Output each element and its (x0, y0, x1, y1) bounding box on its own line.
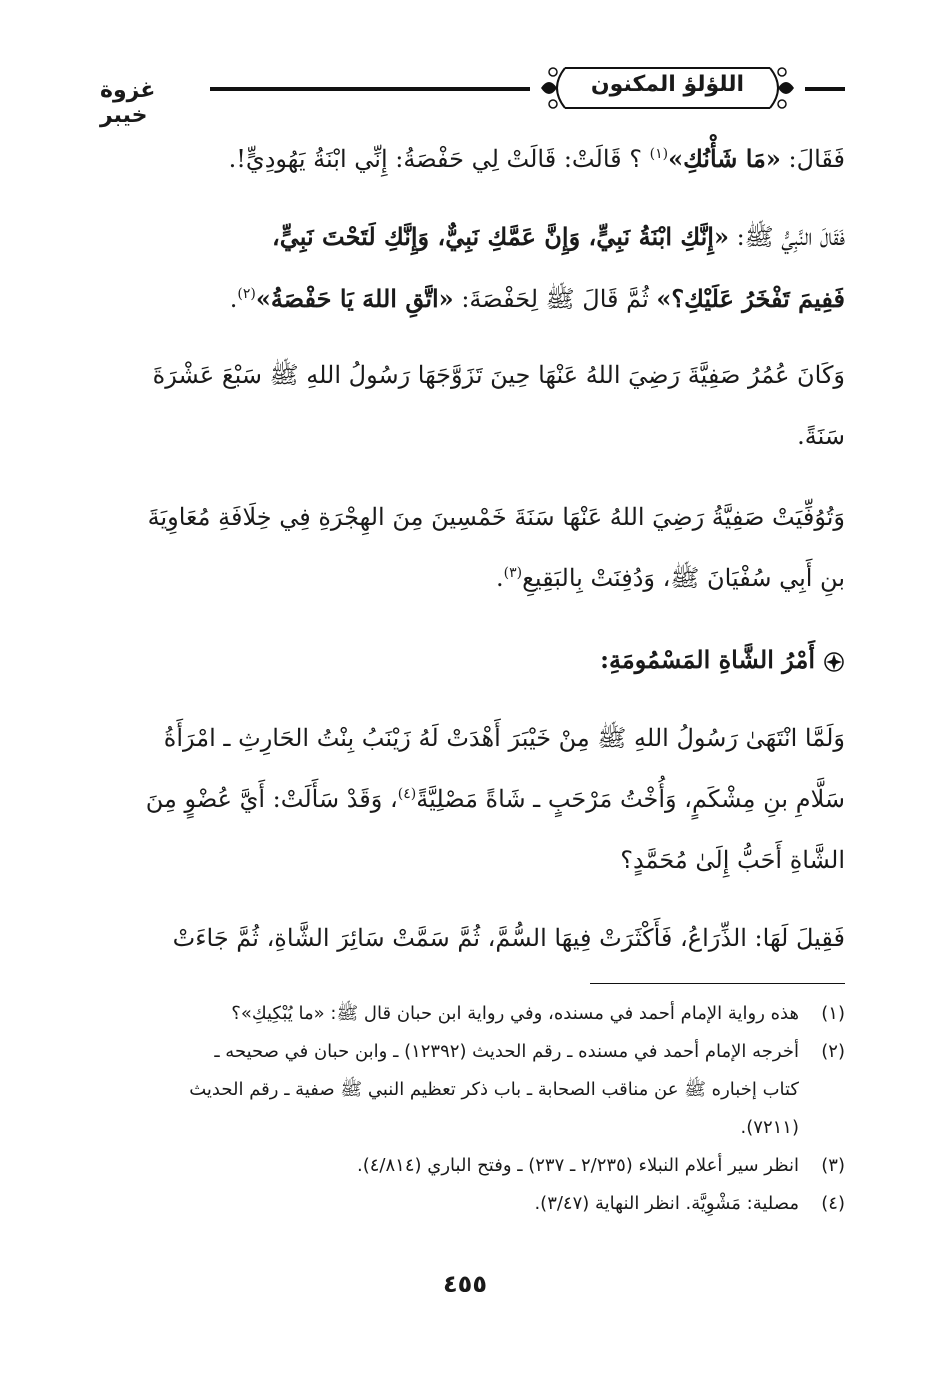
footnote-line: انظر سير أعلام النبلاء (٢/٢٣٥ ـ ٢٣٧) ـ وفتح الباري (٤/٨١٤). (357, 1155, 799, 1176)
hadith-quote: «مَا شَأْنُكِ» (668, 144, 781, 173)
page-number: ٤٥٥ (443, 1270, 487, 1298)
header-rule-right (805, 87, 845, 91)
book-title-cartouche (535, 60, 800, 116)
paragraph-5 (100, 708, 845, 891)
text-line (100, 548, 845, 609)
flower-bullet-icon (823, 651, 845, 673)
text-line (100, 830, 845, 891)
text-run: بنِ أَبِي سُفْيَانَ ﷺ، وَدُفِنَتْ بِالبَقِيعِ (522, 564, 845, 592)
text-run: سَلَّامِ بنِ مِشْكَمٍ، وَأُخْتُ مَرْحَبٍ ـ شَاةً مَصْلِيَّةً (416, 785, 845, 813)
footnote (100, 995, 845, 1033)
footnote-number: (٤) (821, 1193, 845, 1214)
book-title: اللؤلؤ المكنون (590, 72, 745, 97)
footnote (100, 1033, 845, 1147)
footnote-ref: (٢) (237, 286, 256, 302)
text-run: . (496, 564, 504, 592)
text-run: فَقَالَ: (780, 145, 845, 173)
header-rule-left (210, 87, 530, 91)
hadith-quote: فَفِيمَ تَفْخَرُ عَلَيْكِ؟» (656, 284, 845, 313)
footnote (100, 1147, 845, 1185)
footnote (100, 1185, 845, 1223)
text-run: وَكَانَ عُمُرُ صَفِيَّةَ رَضِيَ اللهُ عَنْهَا حِينَ تَزَوَّجَهَا رَسُولُ اللهِ ﷺ سَبْعَ عَشْرَةَ (152, 361, 845, 389)
footnote-ref: (١) (649, 146, 669, 162)
paragraph-4 (100, 487, 845, 609)
footnote-number: (٢) (821, 1041, 845, 1062)
text-line (100, 268, 845, 330)
text-run: الشَّاةِ أَحَبُّ إِلَىٰ مُحَمَّدٍ؟ (620, 846, 845, 874)
text-line (100, 708, 845, 769)
paragraph-6 (100, 908, 845, 969)
footnote-line: مصلية: مَشْوِيَّة. انظر النهاية (٣/٤٧). (534, 1193, 799, 1214)
footnote-separator (590, 983, 845, 984)
paragraph-2 (100, 206, 845, 330)
text-line (100, 128, 845, 190)
text-run: ؟ قَالَتْ: قَالَتْ لِي حَفْصَةُ: إِنِّي ابْنَةُ يَهُودِيٍّ!. (228, 145, 650, 173)
footnote-ref: (٤) (397, 786, 417, 802)
footnote-ref: (٣) (503, 565, 523, 581)
text-run: . (229, 285, 238, 313)
text-run: فَقَالَ النَّبِيُّ ﷺ: (728, 223, 845, 251)
section-heading (100, 645, 845, 685)
footnote-number: (٣) (821, 1155, 845, 1176)
text-line (100, 769, 845, 830)
text-run: فَقِيلَ لَهَا: الذِّرَاعُ، فَأَكْثَرَتْ فِيهَا السُّمَّ، ثُمَّ سَمَّتْ سَائِرَ الشَّاةِ، ثُمَّ جَاءَتْ (172, 924, 845, 952)
footnote-line: أخرجه الإمام أحمد في مسنده ـ رقم الحديث (١٢٣٩٢) ـ وابن حبان في صحيحه ـ (214, 1041, 799, 1062)
footnote-text (100, 1033, 799, 1147)
text-run: وَتُوُفِّيَتْ صَفِيَّةُ رَضِيَ اللهُ عَنْهَا سَنَةَ خَمْسِينَ مِنَ الهِجْرَةِ فِي خِلَافَةِ مُعَاوِيَةَ (147, 503, 845, 531)
text-run: سَنَةً. (797, 422, 845, 450)
text-line (100, 406, 845, 467)
running-header (100, 60, 845, 128)
section-heading-text: أَمْرُ الشَّاةِ المَسْمُومَةِ: (600, 645, 815, 674)
footnote-text (100, 995, 799, 1033)
text-line (100, 487, 845, 548)
text-run: وَلَمَّا انْتَهَىٰ رَسُولُ اللهِ ﷺ مِنْ خَيْبَرَ أَهْدَتْ لَهُ زَيْنَبُ بِنْتُ الحَارِثِ ـ امْرَأَةُ (163, 724, 845, 752)
hadith-quote: «اتَّقِ اللهَ يَا حَفْصَةُ» (255, 284, 454, 313)
footnote-text (100, 1147, 799, 1185)
hadith-quote: «إِنَّكِ ابْنَةُ نَبِيٍّ، وَإِنَّ عَمَّكِ نَبِيٌّ، وَإِنَّكِ لَتَحْتَ نَبِيٍّ، (271, 222, 729, 251)
text-run: ثُمَّ قَالَ ﷺ لِحَفْصَةَ: (453, 285, 657, 313)
text-line (100, 908, 845, 969)
text-line (100, 345, 845, 406)
footnote-line: (٧٢١١). (740, 1117, 799, 1138)
text-run: ، وَقَدْ سَأَلَتْ: أَيَّ عُضْوٍ مِنَ (145, 785, 398, 813)
footnote-text (100, 1185, 799, 1223)
chapter-title: غزوة خيبر (100, 78, 156, 128)
footnote-line: كتاب إخباره ﷺ عن مناقب الصحابة ـ باب ذكر تعظيم النبي ﷺ صفية ـ رقم الحديث (189, 1079, 799, 1100)
footnote-number: (١) (821, 1003, 845, 1024)
paragraph-3 (100, 345, 845, 467)
footnote-line: هذه رواية الإمام أحمد في مسنده، وفي رواية ابن حبان قال ﷺ: «ما يُبْكِيكِ»؟ (231, 1003, 799, 1024)
footnotes (100, 995, 845, 1223)
paragraph-1 (100, 128, 845, 190)
text-line (100, 206, 845, 268)
